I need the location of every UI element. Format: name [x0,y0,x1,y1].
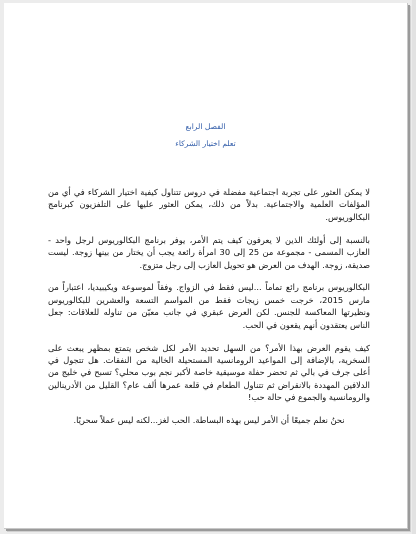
chapter-subtitle: تعلم اختيار الشركاء [175,139,236,148]
paragraph-4: كيف يقوم العرض بهذا الأمر؟ من السهل تحديد الأمر لكل شخص يتمتع بمظهر يبعث على السخرية، بالإضافة إلى المواعيد الرومانسية المستحيلة الخالية من النفقات. هل تتجول في أعلى جرف في بالي ثم تحضر حفلة موسيقية خاصة لأكبر نجم بوب محلي؟ تسبح في خليج من الدلافين المهددة بالانقراض ثم تتناول الطعام في قلعة عمرها ألف عام؟ القليل من الأدرينالين والرومانسية والجموع في حالة حب! [48,342,370,403]
chapter-body [48,186,370,437]
paragraph-1: لا يمكن العثور على تجربة اجتماعية مفضلة في دروس تتناول كيفية اختيار الشركاء في أي من المؤلفات العلمية والاجتماعية. بدلاً من ذلك، يمكن العثور عليها على التلفزيون كبرنامج البكالوريوس. [48,187,370,222]
paragraph-3: البكالوريوس برنامج رائع تماماً ...ليس فقط في الزواج. وفقاً لموسوعة ويكيبيديا، اعتباراً من مارس 2015، خرجت خمس زيجات فقط من المواسم التسعة والعشرين للبكالوريوس ونظيرتها المعاكسة للجنس. لكن العرض عبقري في جانب معيّن من تناوله للعلاقات: جعل الناس يعتقدون أنهم يقعون في الحب. [48,282,370,330]
paragraph-5: نحنُ نعلم جميعًا أن الأمر ليس بهذه البساطة. الحب لغز...لكنه ليس عملاً سحريًا. [73,415,345,426]
viewer-scroll-edge[interactable] [412,0,416,534]
paragraph-2: بالنسبة إلى أولئك الذين لا يعرفون كيف يتم الأمر، يوفر برنامج البكالوريوس لرجل واحد - العازب المسمى - مجموعة من 25 إلى 30 امرأة رائعة يجب أن يختار من بينها زوجة. ليست صديقة، زوجة. الهدف من العرض هو تحويل العازب إلى رجل متزوج. [48,234,370,270]
chapter-title: الفصل الرابع [185,122,226,131]
document-page [4,3,408,529]
